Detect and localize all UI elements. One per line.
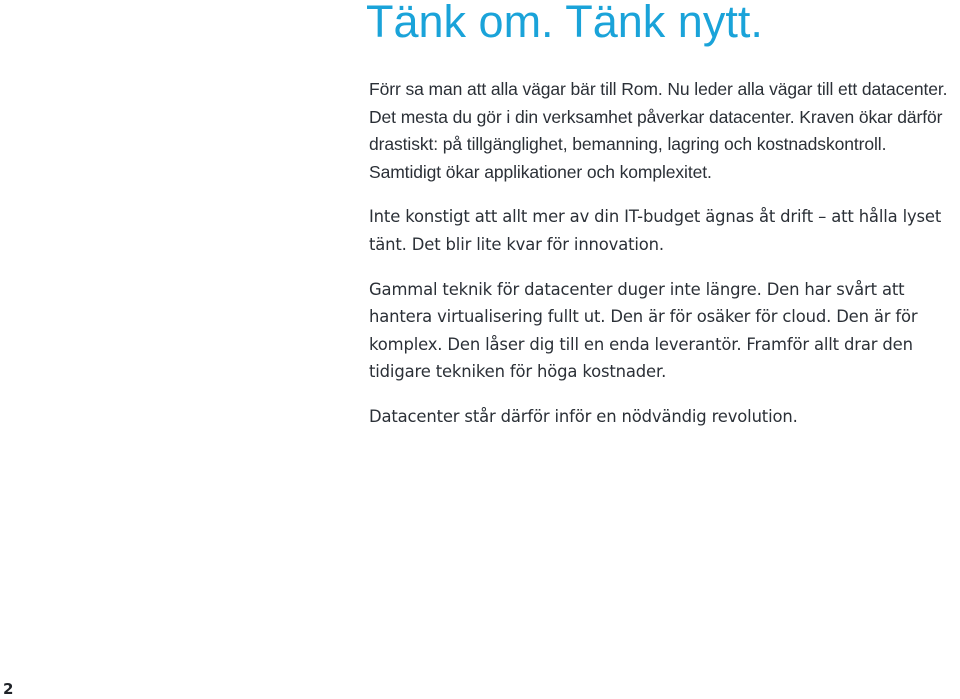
page-title: Tänk om. Tänk nytt. — [366, 0, 763, 47]
paragraph-budget: Inte konstigt att allt mer av din IT-budget ägnas åt drift – att hålla lyset tänt. Det blir lite kvar för innovation. — [369, 207, 942, 254]
paragraph-intro: Förr sa man att alla vägar bär till Rom. Nu leder alla vägar till ett datacenter. Det mesta du gör i din verksamhet påverkar datacenter. Kraven ökar därför drastiskt: på tillgänglighet, bemanning, lagring och kostnadskontroll. Samtidigt ökar applikationer och komplexitet. — [369, 79, 948, 182]
page-number: 2 — [3, 680, 14, 698]
paragraph-old-tech: Gammal teknik för datacenter duger inte längre. Den har svårt att hantera virtualisering fullt ut. Den är för osäker för cloud. Den är för komplex. Den låser dig till en enda leverantör. Framför allt drar den tidigare tekniken för höga kostnader. — [369, 279, 918, 382]
paragraph-revolution: Datacenter står därför inför en nödvändig revolution. — [369, 406, 798, 426]
body-text — [369, 76, 957, 431]
